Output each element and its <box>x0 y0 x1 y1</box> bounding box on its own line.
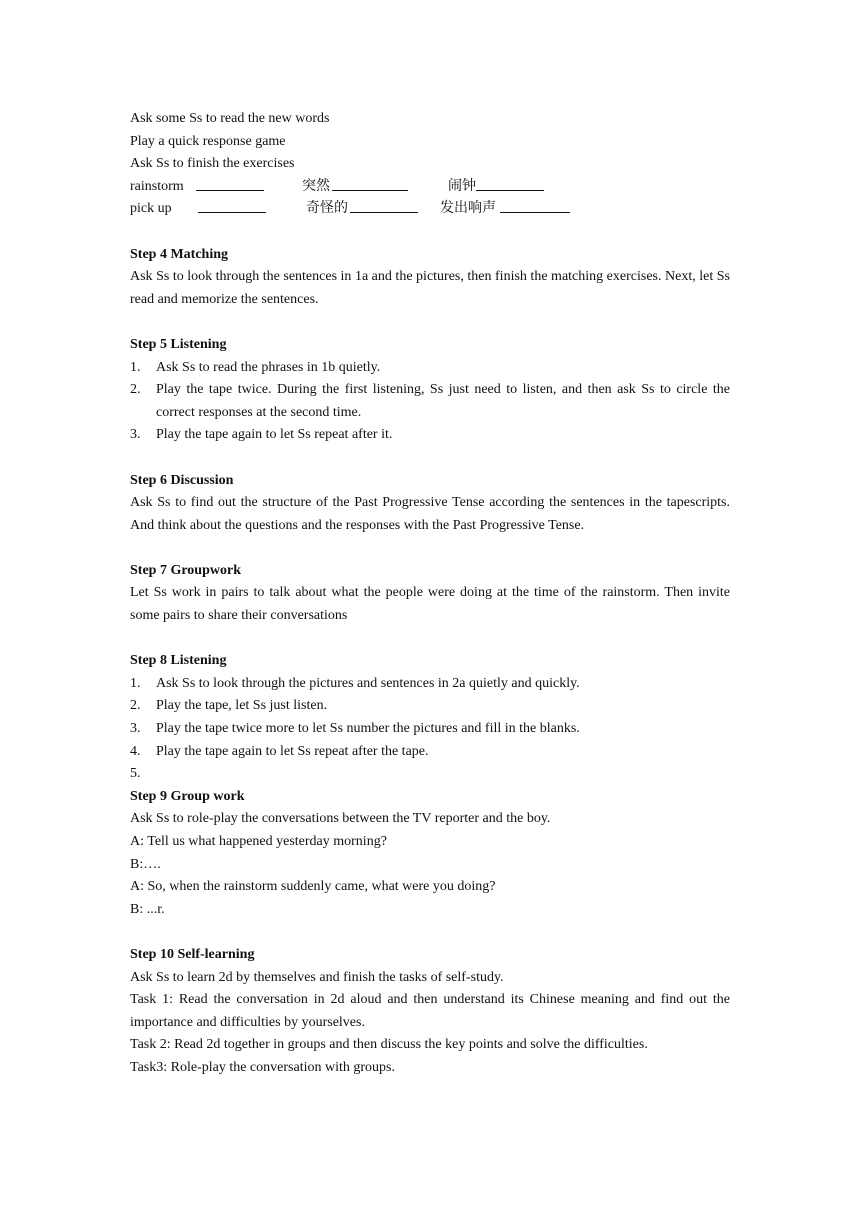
intro-line: Ask some Ss to read the new words <box>130 111 330 126</box>
vocab-word: 奇怪的 <box>306 201 348 217</box>
task-line: Task3: Role-play the conversation with groups. <box>130 1059 395 1075</box>
list-text: Play the tape again to let Ss repeat after it. <box>156 427 393 443</box>
list-text <box>156 763 730 786</box>
list-item <box>130 695 730 718</box>
list-text: Play the tape, let Ss just listen. <box>156 698 328 714</box>
answer-blank <box>196 176 264 191</box>
task-line: Task 1: Read the conversation in 2d aloud and then understand its Chinese meaning and find out the importance and difficulties by yourselves. <box>130 992 730 1030</box>
list-number: 5. <box>130 766 141 782</box>
list-text: Play the tape twice more to let Ss number the pictures and fill in the blanks. <box>156 721 580 737</box>
answer-blank <box>350 198 418 213</box>
vocab-word: rainstorm <box>130 178 184 194</box>
step-10-line: Ask Ss to learn 2d by themselves and finish the tasks of self-study. <box>130 969 504 985</box>
vocab-row <box>130 198 730 221</box>
list-number: 1. <box>130 675 141 691</box>
list-number: 2. <box>130 382 141 398</box>
intro-line: Ask Ss to finish the exercises <box>130 156 295 172</box>
dialogue-line: A: So, when the rainstorm suddenly came, what were you doing? <box>130 879 496 895</box>
list-number: 3. <box>130 721 141 737</box>
list-number: 4. <box>130 743 141 759</box>
document-page <box>130 108 730 1080</box>
step-6-text: Ask Ss to find out the structure of the Past Progressive Tense according the sentences in the tapescripts. And think about the questions and the responses with the Past Progressive Tense. <box>130 495 730 533</box>
answer-blank <box>198 198 266 213</box>
list-number: 1. <box>130 359 141 375</box>
vocab-word: 突然 <box>302 178 330 194</box>
step-7-text: Let Ss work in pairs to talk about what the people were doing at the time of the rainstorm. Then invite some pairs to share their conversations <box>130 585 730 624</box>
vocab-word: 发出响声 <box>440 201 496 217</box>
intro-line: Play a quick response game <box>130 133 286 149</box>
answer-blank <box>500 198 570 213</box>
answer-blank <box>332 176 408 191</box>
list-item <box>130 379 730 424</box>
list-number: 2. <box>130 698 141 714</box>
dialogue-line: B: ...r. <box>130 901 165 917</box>
step-6-heading: Step 6 Discussion <box>130 472 234 488</box>
step-8-heading: Step 8 Listening <box>130 653 227 669</box>
step-9-line: Ask Ss to role-play the conversations between the TV reporter and the boy. <box>130 811 551 827</box>
list-item <box>130 424 730 447</box>
task-line: Task 2: Read 2d together in groups and then discuss the key points and solve the difficulties. <box>130 1037 648 1053</box>
vocab-row <box>130 176 730 199</box>
dialogue-line: A: Tell us what happened yesterday morning? <box>130 834 387 849</box>
step-4-text: Ask Ss to look through the sentences in 1a and the pictures, then finish the matching exercises. Next, let Ss read and memorize the sentences. <box>130 269 730 307</box>
vocab-word: 闹钟 <box>448 178 476 194</box>
list-text: Play the tape again to let Ss repeat after the tape. <box>156 743 429 759</box>
list-text: Ask Ss to look through the pictures and sentences in 2a quietly and quickly. <box>156 675 580 691</box>
list-item <box>130 673 730 696</box>
answer-blank <box>476 176 544 191</box>
list-item <box>130 357 730 380</box>
step-10-heading: Step 10 Self-learning <box>130 946 255 962</box>
step-7-heading: Step 7 Groupwork <box>130 562 241 578</box>
dialogue-line: B:…. <box>130 856 161 872</box>
list-text: Play the tape twice. During the first listening, Ss just need to listen, and then ask Ss to circle the correct responses at the second time. <box>156 382 730 420</box>
vocab-word: pick up <box>130 201 172 217</box>
list-item <box>130 741 730 764</box>
list-text: Ask Ss to read the phrases in 1b quietly. <box>156 359 381 375</box>
step-4-heading: Step 4 Matching <box>130 246 228 262</box>
list-item <box>130 718 730 741</box>
step-9-heading: Step 9 Group work <box>130 788 245 804</box>
list-item <box>130 763 730 786</box>
list-number: 3. <box>130 427 141 443</box>
step-5-heading: Step 5 Listening <box>130 336 227 352</box>
